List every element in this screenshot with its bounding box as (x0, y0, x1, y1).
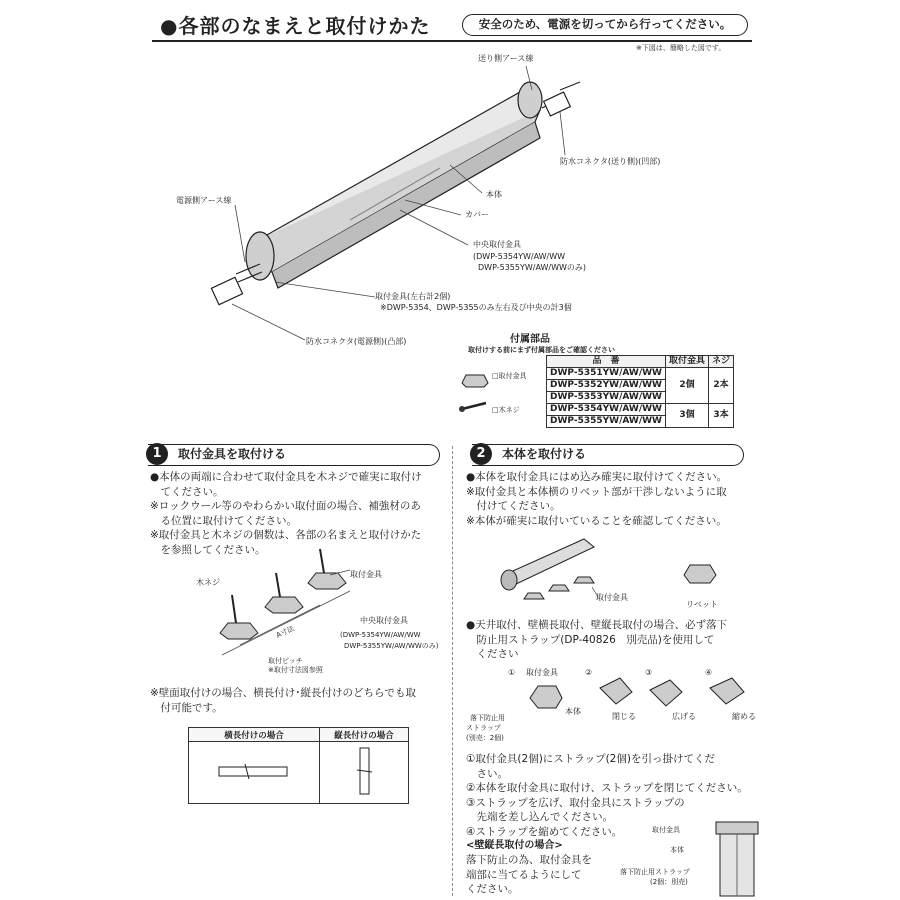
instruction-line: 先端を差し込んでください。 (466, 811, 613, 823)
strap-label-2: ストラップ (466, 724, 501, 732)
step1-note-line: ※壁面取付けの場合、横長付け･縦長付けのどちらでも取 (150, 687, 416, 699)
mount-horizontal-cell (189, 742, 320, 804)
bracket-icon (462, 375, 488, 387)
acc-header-bracket: 取付金具 (665, 356, 708, 368)
vertical-line: ください。 (466, 883, 519, 895)
step2-label-bracket: 取付金具 (596, 593, 628, 602)
bracket-icon (574, 577, 594, 583)
instruction-line: ④ストラップを縮めてください。 (466, 825, 623, 838)
instruction-line: ①取付金具(2個)にストラップ(2個)を引っ掛けてくだ (466, 753, 715, 765)
screw-icon (232, 595, 236, 623)
strap-close-icon (600, 678, 632, 704)
step1-line: ※取付金具と木ネジの個数は、各部の名まえと取付けかた (150, 529, 422, 541)
vertical-line: 落下防止の為、取付金具を (466, 854, 592, 866)
screw-icon (462, 403, 486, 409)
bracket-icon (308, 573, 346, 589)
instruction-line: ②本体を取付金具に取付け、ストラップを閉じてください。 (466, 782, 748, 794)
strap-text (466, 618, 727, 662)
step1-note-line: 付可能です。 (150, 701, 223, 714)
label-bracket-note: ※DWP-5354、DWP-5355のみ左右及び中央の計3個 (380, 303, 572, 312)
strap-step-4: ④ (705, 668, 713, 677)
step2-text (466, 470, 727, 528)
step1-label-models-2: DWP-5355YW/AW/WWのみ) (344, 642, 439, 650)
accessories-subtitle: 取付けする前にまず付属部品をご確認ください (468, 346, 615, 354)
step2-label-rivet: リベット (686, 600, 718, 609)
bracket-icon (220, 623, 258, 639)
page-title: ●各部のなまえと取付けかた (160, 14, 431, 38)
vertical-line: 端部に当てるようにして (466, 868, 582, 881)
acc-model: DWP-5355YW/AW/WW (547, 416, 666, 428)
strap-line: ●天井取付、壁横長取付、壁縦長取付の場合、必ず落下 (466, 619, 728, 631)
step2-line: ●本体を取付金具にはめ込み確実に取付けてください。 (466, 471, 728, 483)
label-center-models-2: DWP-5355YW/AW/WWのみ) (478, 263, 587, 272)
step1-diagram (180, 545, 450, 675)
vertical-label-bracket: 取付金具 (652, 826, 680, 834)
send-connector (542, 82, 580, 116)
label-cover: カバー (465, 210, 489, 219)
screw-icon (276, 573, 280, 597)
vertical-label-strap-note: (2個：別売) (650, 878, 688, 886)
step1-line: てください。 (150, 485, 224, 498)
step2-line: 付けてください。 (466, 500, 561, 512)
step1-text (150, 470, 422, 557)
vertical-mount-title: <壁縦長取付の場合> (466, 840, 563, 851)
label-power-connector: 防水コネクタ(電源側)(凸部) (306, 337, 407, 346)
step1-line: ※ロックウール等のやわらかい取付面の場合、補強材のあ (150, 500, 421, 512)
screw-icon (320, 549, 324, 573)
strap-line: 防止用ストラップ(DP-40826 別売品)を使用して (466, 633, 715, 646)
step1-number: 1 (146, 443, 168, 465)
vertical-label-strap: 落下防止用ストラップ (620, 868, 690, 876)
step1-line: ●本体の両端に合わせて取付金具を木ネジで確実に取付け (150, 471, 422, 483)
label-center-models-1: (DWP-5354YW/AW/WW (473, 252, 566, 261)
mount-header-horizontal: 横長付けの場合 (189, 728, 320, 742)
strap-label-tighten: 縮める (732, 712, 756, 721)
horizontal-fixture-icon (219, 767, 287, 776)
step1-label-models-1: (DWP-5354YW/AW/WW (340, 631, 421, 639)
strap-label-close: 閉じる (612, 712, 636, 721)
step1-label-pitch: 取付ピッチ (268, 657, 303, 665)
strap-label-bracket: 取付金具 (526, 668, 558, 677)
step1-note (150, 686, 416, 715)
step1-line: を参照してください。 (150, 543, 266, 556)
acc-brackets-group2: 3個 (665, 404, 708, 428)
acc-model: DWP-5353YW/AW/WW (547, 392, 666, 404)
acc-header-screw: ネジ (709, 356, 734, 368)
accessory-screw-label: □木ネジ (492, 406, 520, 414)
vertical-label-body: 本体 (670, 846, 684, 854)
acc-header-model: 品 番 (547, 356, 666, 368)
strap-label-spread: 広げる (672, 712, 696, 721)
step1-title: 取付金具を取付ける (178, 447, 287, 461)
strap-steps-diagram (470, 668, 760, 748)
vertical-mount-diagram (700, 818, 770, 898)
label-bracket: 取付金具(左右計2個) (375, 292, 451, 301)
title-rule (152, 40, 752, 42)
step1-label-screw: 木ネジ (196, 578, 220, 587)
bracket-icon (265, 597, 303, 613)
mount-vertical-cell (320, 742, 409, 804)
step1-line: る位置に取付けてください。 (150, 514, 297, 527)
step2-title: 本体を取付ける (502, 447, 587, 461)
rivet-icon (684, 565, 716, 583)
acc-screws-group1: 2本 (709, 368, 734, 404)
acc-model: DWP-5352YW/AW/WW (547, 380, 666, 392)
step1-label-bracket: 取付金具 (350, 570, 382, 579)
mount-orientation-table (188, 727, 409, 804)
acc-model: DWP-5351YW/AW/WW (547, 368, 666, 380)
step2-line: ※取付金具と本体横のリベット部が干渉しないように取 (466, 485, 727, 498)
acc-screws-group2: 3本 (709, 404, 734, 428)
bracket-icon (524, 593, 544, 599)
column-divider (452, 446, 453, 896)
strap-bracket-icon (530, 686, 562, 708)
strap-step-2: ② (585, 668, 593, 677)
strap-label-body: 本体 (565, 707, 581, 716)
strap-step-3: ③ (645, 668, 653, 677)
accessory-bracket-label: □取付金具 (492, 372, 527, 380)
label-send-connector: 防水コネクタ(送り側)(凹部) (560, 157, 661, 166)
step2-line: ※本体が確実に取付いていることを確認してください。 (466, 514, 727, 527)
label-power-earth: 電源側アース線 (176, 196, 232, 205)
accessories-title: 付属部品 (510, 334, 550, 345)
instruction-line: さい。 (466, 767, 508, 780)
step1-label-pitch-note: ※取付寸法図参照 (268, 666, 323, 674)
bracket-icon (549, 585, 569, 591)
strap-tighten-icon (710, 678, 744, 704)
mount-header-vertical: 縦長付けの場合 (320, 728, 409, 742)
step1-label-center: 中央取付金具 (360, 616, 408, 625)
strap-label-1: 落下防止用 (470, 714, 505, 722)
label-body: 本体 (486, 190, 502, 199)
accessory-icons (456, 365, 496, 415)
vertical-mount-text (466, 853, 592, 897)
strap-step-1: ① (508, 668, 516, 677)
label-center-bracket: 中央取付金具 (473, 240, 521, 249)
label-send-earth: 送り側アース線 (478, 54, 534, 63)
strap-line: ください (466, 648, 519, 660)
acc-brackets-group1: 2個 (665, 368, 708, 404)
accessories-table (546, 355, 734, 428)
strap-spread-icon (650, 680, 682, 706)
instruction-line: ③ストラップを広げ、取付金具にストラップの (466, 796, 685, 809)
safety-note: 安全のため、電源を切ってから行ってください。 (462, 14, 748, 36)
step1-label-a-dim: A寸法 (275, 624, 296, 640)
simplified-note: ※下図は、簡略した図です。 (636, 44, 726, 52)
step2-number: 2 (470, 443, 492, 465)
step1-header (148, 444, 440, 466)
acc-model: DWP-5354YW/AW/WW (547, 404, 666, 416)
strap-label-3: (別売：2個) (466, 734, 504, 742)
step2-header (472, 444, 744, 466)
